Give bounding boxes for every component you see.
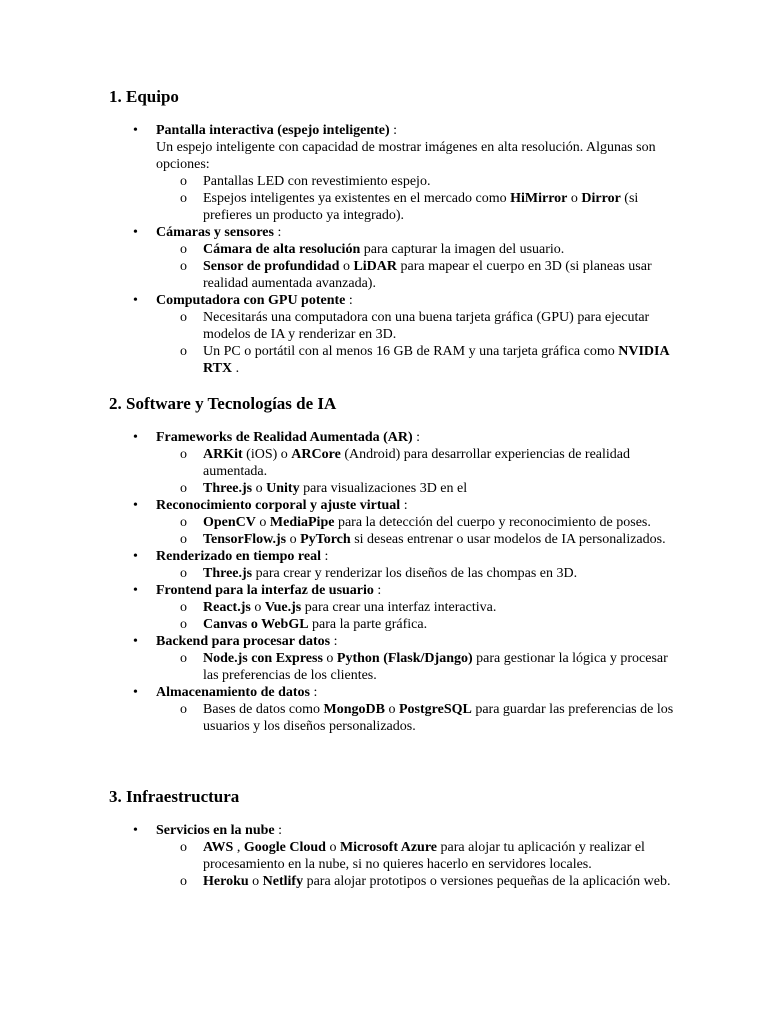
item-heading-suffix: : bbox=[373, 583, 382, 598]
text-run: para guardar las preferencias de los usuarios y los diseños personalizados. bbox=[203, 702, 674, 734]
text-run: Necesitarás una computadora con una buena tarjeta gráfica (GPU) para ejecutar modelos de IA y renderizar en 3D. bbox=[203, 310, 650, 342]
text-run: o bbox=[248, 874, 263, 889]
bold-term: React.js bbox=[203, 600, 251, 615]
sub-list-item bbox=[203, 173, 676, 190]
bold-term: PostgreSQL bbox=[398, 702, 472, 717]
text-run: Espejos inteligentes ya existentes en el mercado como bbox=[203, 191, 511, 206]
bold-term: MongoDB bbox=[323, 702, 385, 717]
item-heading-suffix: : bbox=[412, 430, 421, 445]
sub-list-item bbox=[203, 343, 676, 377]
text-run: para la parte gráfica. bbox=[308, 617, 428, 632]
sub-list-item bbox=[203, 599, 676, 616]
bold-term: MediaPipe bbox=[269, 515, 335, 530]
bold-term: HiMirror bbox=[510, 191, 568, 206]
list-item bbox=[156, 224, 676, 292]
item-heading-suffix: : bbox=[321, 549, 329, 564]
item-heading: Pantalla interactiva (espejo inteligente) bbox=[156, 123, 390, 138]
sub-list-item bbox=[203, 650, 676, 684]
sub-list bbox=[156, 565, 676, 582]
bold-term: Three.js bbox=[203, 566, 253, 581]
bold-term: Vue.js bbox=[264, 600, 302, 615]
text-run: o bbox=[252, 481, 267, 496]
text-run: o bbox=[567, 191, 582, 206]
item-heading: Reconocimiento corporal y ajuste virtual bbox=[156, 498, 401, 513]
list-item bbox=[156, 633, 676, 684]
item-heading: Almacenamiento de datos bbox=[156, 685, 310, 700]
sub-list-item bbox=[203, 309, 676, 343]
bold-term: TensorFlow.js bbox=[203, 532, 287, 547]
list-item bbox=[156, 292, 676, 377]
item-heading: Cámaras y sensores bbox=[156, 225, 274, 240]
text-run: para crear y renderizar los diseños de las chompas en 3D. bbox=[252, 566, 578, 581]
item-heading-suffix: : bbox=[310, 685, 318, 700]
bold-term: Google Cloud bbox=[243, 840, 326, 855]
text-run: o bbox=[250, 600, 265, 615]
item-heading-suffix: : bbox=[345, 293, 353, 308]
bold-term: ARKit bbox=[203, 447, 243, 462]
text-run: para alojar prototipos o versiones pequeñas de la aplicación web. bbox=[303, 874, 671, 889]
list-item bbox=[156, 548, 676, 582]
sub-list bbox=[156, 650, 676, 684]
text-run: (Android) para desarrollar experiencias de realidad aumentada. bbox=[203, 447, 630, 479]
item-heading-suffix: : bbox=[330, 634, 338, 649]
bold-term: Three.js bbox=[203, 481, 253, 496]
text-run: o bbox=[255, 515, 270, 530]
item-heading-suffix: : bbox=[273, 225, 282, 240]
sub-list bbox=[156, 839, 676, 890]
text-run: o bbox=[325, 840, 340, 855]
bold-term: Unity bbox=[266, 481, 300, 496]
bold-term: LiDAR bbox=[353, 259, 397, 274]
sub-list-item bbox=[203, 873, 676, 890]
text-run: para gestionar la lógica y procesar las preferencias de los clientes. bbox=[203, 651, 668, 683]
sub-list-item bbox=[203, 514, 676, 531]
item-description: Un espejo inteligente con capacidad de mostrar imágenes en alta resolución. Algunas son opciones: bbox=[156, 140, 656, 172]
section-heading-software: 2. Software y Tecnologías de IA bbox=[109, 394, 337, 413]
item-heading: Backend para procesar datos bbox=[156, 634, 331, 649]
item-heading-suffix: : bbox=[389, 123, 398, 138]
bold-term: NVIDIA RTX bbox=[203, 344, 669, 376]
list-item bbox=[156, 582, 676, 633]
bold-term: Canvas o WebGL bbox=[203, 617, 309, 632]
sub-list-item bbox=[203, 446, 676, 480]
text-run: Un PC o portátil con al menos 16 GB de RAM y una tarjeta gráfica como bbox=[203, 344, 619, 359]
sub-list bbox=[156, 599, 676, 633]
text-run: para mapear el cuerpo en 3D (si planeas usar realidad aumentada avanzada). bbox=[203, 259, 652, 291]
text-run: si deseas entrenar o usar modelos de IA personalizados. bbox=[350, 532, 666, 547]
section-heading-equipo: 1. Equipo bbox=[109, 87, 179, 106]
section-list-infraestructura bbox=[156, 822, 676, 890]
text-run: Pantallas LED con revestimiento espejo. bbox=[203, 174, 431, 189]
sub-list bbox=[156, 241, 676, 292]
sub-list bbox=[156, 309, 676, 377]
text-run: o bbox=[286, 532, 301, 547]
sub-list-item bbox=[203, 258, 676, 292]
item-heading: Computadora con GPU potente bbox=[156, 293, 346, 308]
bold-term: Sensor de profundidad bbox=[203, 259, 340, 274]
sub-list bbox=[156, 514, 676, 548]
bold-term: ARCore bbox=[291, 447, 341, 462]
list-item bbox=[156, 684, 676, 735]
bold-term: Node.js con Express bbox=[203, 651, 323, 666]
sub-list-item bbox=[203, 190, 676, 224]
text-run: , bbox=[233, 840, 244, 855]
sub-list-item bbox=[203, 839, 676, 873]
sub-list bbox=[156, 173, 676, 224]
sub-list-item bbox=[203, 531, 676, 548]
sub-list-item bbox=[203, 701, 676, 735]
bold-term: Dirror bbox=[581, 191, 621, 206]
section-heading-infraestructura: 3. Infraestructura bbox=[109, 787, 240, 806]
item-heading: Servicios en la nube bbox=[156, 823, 275, 838]
text-run: (si prefieres un producto ya integrado). bbox=[203, 191, 639, 223]
text-run: para crear una interfaz interactiva. bbox=[301, 600, 497, 615]
sub-list-item bbox=[203, 241, 676, 258]
item-heading: Frontend para la interfaz de usuario bbox=[156, 583, 374, 598]
list-item bbox=[156, 497, 676, 548]
sub-list bbox=[156, 701, 676, 735]
item-heading-suffix: : bbox=[274, 823, 283, 838]
list-item bbox=[156, 122, 676, 224]
text-run: para la detección del cuerpo y reconocimiento de poses. bbox=[334, 515, 651, 530]
sub-list-item bbox=[203, 565, 676, 582]
text-run: Bases de datos como bbox=[203, 702, 324, 717]
bold-term: OpenCV bbox=[203, 515, 256, 530]
list-item bbox=[156, 822, 676, 890]
item-heading-suffix: : bbox=[400, 498, 408, 513]
bold-term: Heroku bbox=[203, 874, 249, 889]
bold-term: Cámara de alta resolución bbox=[203, 242, 361, 257]
sub-list bbox=[156, 446, 676, 497]
sub-list-item bbox=[203, 616, 676, 633]
bold-term: Microsoft Azure bbox=[339, 840, 438, 855]
sub-list-item bbox=[203, 480, 676, 497]
item-heading: Renderizado en tiempo real bbox=[156, 549, 321, 564]
bold-term: Python (Flask/Django) bbox=[336, 651, 473, 666]
item-heading: Frameworks de Realidad Aumentada (AR) bbox=[156, 430, 413, 445]
text-run: para capturar la imagen del usuario. bbox=[360, 242, 565, 257]
text-run: . bbox=[232, 361, 240, 376]
section-list-equipo bbox=[156, 122, 676, 377]
text-run: para alojar tu aplicación y realizar el procesamiento en la nube, si no quieres hacerlo en servidores locales. bbox=[203, 840, 645, 872]
bold-term: PyTorch bbox=[300, 532, 351, 547]
bold-term: AWS bbox=[203, 840, 234, 855]
text-run: o bbox=[384, 702, 399, 717]
text-run: o bbox=[322, 651, 337, 666]
text-run: o bbox=[339, 259, 354, 274]
bold-term: Netlify bbox=[262, 874, 304, 889]
list-item bbox=[156, 429, 676, 497]
text-run: (iOS) o bbox=[242, 447, 292, 462]
section-list-software bbox=[156, 429, 676, 735]
text-run: para visualizaciones 3D en el bbox=[299, 481, 468, 496]
